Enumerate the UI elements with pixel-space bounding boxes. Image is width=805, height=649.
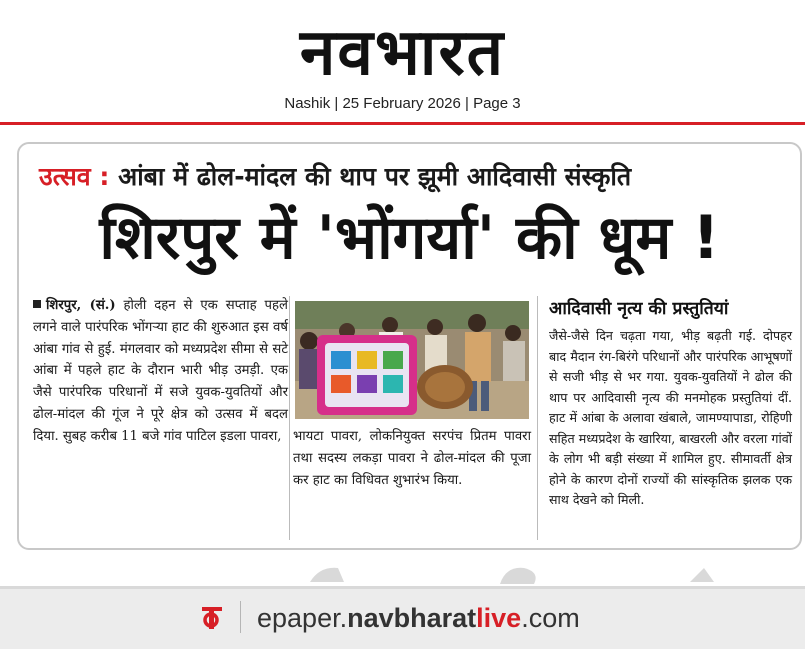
edition-info: Nashik | 25 February 2026 | Page 3 <box>284 95 521 112</box>
article-column-1 <box>33 295 288 448</box>
url-brand: navbharat <box>347 603 477 633</box>
footer-bar <box>0 586 805 649</box>
masthead-divider <box>0 122 805 125</box>
column-divider <box>289 296 290 540</box>
epaper-link[interactable] <box>257 602 580 634</box>
headline: शिरपुर में 'भोंगर्या' की धूम ! <box>99 203 720 273</box>
newspaper-logo[interactable]: नवभारत <box>299 16 506 90</box>
navbharat-logo-icon[interactable] <box>200 601 224 631</box>
dateline: शिरपुर, (सं.) <box>46 298 116 313</box>
url-prefix: epaper. <box>257 603 348 633</box>
column-1-text: होली दहन से एक सप्ताह पहले लगने वाले पारंपरिक भोंगऱ्या हाट की शुरुआत इस वर्ष आंबा गांव से हुई. मंगलवार को मध्यप्रदेश सीमा से सटे आंबा में पहले हाट के दौरान भारी भीड़ उमड़ी. एक जैसे पारंपरिक परिधानों में सजे युवक-युवतियों और ढोल-मांदल की गूंज ने पूरे क्षेत्र को उत्सव में बदल दिया. सुबह करीब 11 बजे गांव पाटिल इडला पावरा, <box>33 298 288 444</box>
article-photo <box>295 301 529 419</box>
masthead <box>0 0 805 122</box>
article-column-2: भायटा पावरा, लोकनियुक्त सरपंच प्रितम पावरा तथा सदस्य लकड़ा पावरा ने ढोल-मांदल की पूजा कर हाट का विधिवत शुभारंभ किया. <box>293 429 531 488</box>
url-brand-live: live <box>476 603 522 633</box>
next-page-preview <box>0 560 805 586</box>
article-column-3: जैसे-जैसे दिन चढ़ता गया, भीड़ बढ़ती गई. दोपहर बाद मैदान रंग-बिरंगे परिधानों और पारंपरिक आभूषणों से सजी भीड़ से भर गया. युवक-युवतियों ने ढोल की थाप पर आदिवासी नृत्य की मनमोहक प्रस्तुतियां दीं. हाट में आंबा के अलावा खंबाले, जामण्यापाडा, रोहिणी सहित मध्यप्रदेश के खारिया, बाखरली और वरला गांवों के लोग भी बड़ी संख्या में शामिल हुए. सीमावर्ती क्षेत्र होने के कारण दोनों राज्यों की सांस्कृतिक झलक एक साथ देखने को मिली. <box>549 328 792 507</box>
kicker-tag: उत्सव : <box>39 162 110 191</box>
column-divider <box>537 296 538 540</box>
url-suffix: .com <box>521 603 580 633</box>
footer-divider <box>240 601 241 633</box>
bullet-icon <box>33 300 41 308</box>
kicker <box>39 160 631 194</box>
section-subheading: आदिवासी नृत्य की प्रस्तुतियां <box>549 299 729 319</box>
news-clipping <box>17 142 802 550</box>
kicker-text: आंबा में ढोल-मांदल की थाप पर झूमी आदिवासी संस्कृति <box>118 162 632 191</box>
